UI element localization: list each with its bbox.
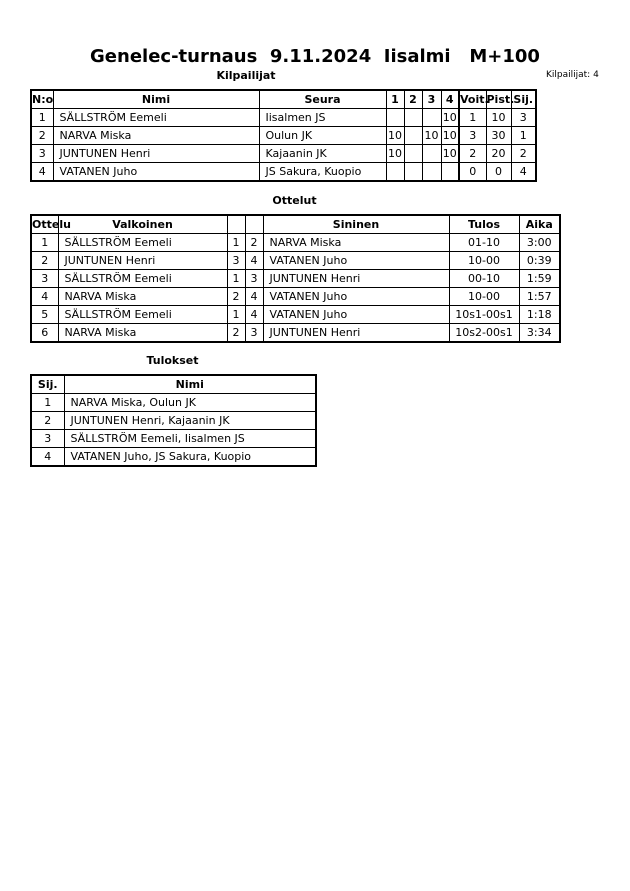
- pool-score: 10: [441, 145, 459, 163]
- match-white: NARVA Miska: [58, 288, 227, 306]
- pool-score: 10: [386, 127, 404, 145]
- match-result: 10-00: [449, 252, 519, 270]
- pool-score: [404, 127, 422, 145]
- pool-name: NARVA Miska: [53, 127, 259, 145]
- match-blue-no: 3: [245, 270, 263, 288]
- match-blue-no: 4: [245, 306, 263, 324]
- matches-header-white: Valkoinen: [58, 215, 227, 234]
- result-place: 2: [31, 412, 64, 430]
- competitors-count: Kilpailijat: 4: [546, 70, 599, 80]
- results-header-name: Nimi: [64, 375, 316, 394]
- match-time: 1:57: [519, 288, 560, 306]
- pool-score: [404, 163, 422, 182]
- matches-heading: Ottelut: [272, 194, 317, 207]
- results-header-place: Sij.: [31, 375, 64, 394]
- pool-score: 10: [441, 127, 459, 145]
- pool-score: [386, 163, 404, 182]
- result-row: [31, 394, 316, 412]
- match-row: [31, 270, 560, 288]
- match-blue-no: 3: [245, 324, 263, 343]
- match-blue: VATANEN Juho: [263, 288, 449, 306]
- pool-header-row: [31, 90, 536, 109]
- pool-score: [404, 145, 422, 163]
- pool-score: 10: [386, 145, 404, 163]
- result-place: 3: [31, 430, 64, 448]
- match-blue: JUNTUNEN Henri: [263, 324, 449, 343]
- pool-score: 10: [441, 109, 459, 127]
- pool-row: [31, 163, 536, 182]
- match-row: [31, 234, 560, 252]
- match-no: 1: [31, 234, 58, 252]
- match-white-no: 2: [227, 324, 245, 343]
- pool-name: JUNTUNEN Henri: [53, 145, 259, 163]
- match-white-no: 3: [227, 252, 245, 270]
- pool-header-wins: Voit.: [459, 90, 486, 109]
- result-name: JUNTUNEN Henri, Kajaanin JK: [64, 412, 316, 430]
- page-title: Genelec-turnaus 9.11.2024 Iisalmi M+100: [90, 46, 540, 67]
- pool-score: [422, 109, 441, 127]
- match-no: 2: [31, 252, 58, 270]
- results-heading: Tulokset: [146, 354, 199, 367]
- match-time: 3:00: [519, 234, 560, 252]
- pool-header-points: Pist.: [486, 90, 511, 109]
- pool-score: [441, 163, 459, 182]
- match-white-no: 1: [227, 306, 245, 324]
- match-row: [31, 252, 560, 270]
- pool-header-place: Sij.: [511, 90, 536, 109]
- pool-header-name: Nimi: [53, 90, 259, 109]
- pool-wins: 0: [459, 163, 486, 182]
- matches-header-white-no: [227, 215, 245, 234]
- match-blue: JUNTUNEN Henri: [263, 270, 449, 288]
- match-white: NARVA Miska: [58, 324, 227, 343]
- result-name: VATANEN Juho, JS Sakura, Kuopio: [64, 448, 316, 467]
- match-white: SÄLLSTRÖM Eemeli: [58, 306, 227, 324]
- match-time: 1:59: [519, 270, 560, 288]
- result-row: [31, 448, 316, 467]
- match-blue-no: 4: [245, 252, 263, 270]
- matches-header-time: Aika: [519, 215, 560, 234]
- pool-header-col1: 1: [386, 90, 404, 109]
- result-row: [31, 430, 316, 448]
- pool-wins: 1: [459, 109, 486, 127]
- match-time: 3:34: [519, 324, 560, 343]
- pool-place: 4: [511, 163, 536, 182]
- pool-place: 1: [511, 127, 536, 145]
- matches-header-blue: Sininen: [263, 215, 449, 234]
- match-result: 10-00: [449, 288, 519, 306]
- match-white-no: 1: [227, 234, 245, 252]
- result-place: 4: [31, 448, 64, 467]
- match-row: [31, 288, 560, 306]
- pool-points: 30: [486, 127, 511, 145]
- pool-score: [386, 109, 404, 127]
- match-blue: VATANEN Juho: [263, 252, 449, 270]
- pool-points: 20: [486, 145, 511, 163]
- pool-no: 4: [31, 163, 53, 182]
- pool-name: VATANEN Juho: [53, 163, 259, 182]
- pool-name: SÄLLSTRÖM Eemeli: [53, 109, 259, 127]
- pool-club: JS Sakura, Kuopio: [259, 163, 386, 182]
- match-white-no: 1: [227, 270, 245, 288]
- pool-place: 2: [511, 145, 536, 163]
- results-table: [30, 374, 317, 467]
- matches-header-row: [31, 215, 560, 234]
- result-row: [31, 412, 316, 430]
- results-header-row: [31, 375, 316, 394]
- match-no: 5: [31, 306, 58, 324]
- match-result: 00-10: [449, 270, 519, 288]
- pool-score: [404, 109, 422, 127]
- pool-header-col4: 4: [441, 90, 459, 109]
- match-no: 4: [31, 288, 58, 306]
- pool-table: [30, 89, 537, 182]
- pool-no: 3: [31, 145, 53, 163]
- match-result: 01-10: [449, 234, 519, 252]
- result-name: NARVA Miska, Oulun JK: [64, 394, 316, 412]
- match-result: 10s2-00s1: [449, 324, 519, 343]
- match-blue-no: 4: [245, 288, 263, 306]
- pool-row: [31, 127, 536, 145]
- match-no: 3: [31, 270, 58, 288]
- competitors-heading: Kilpailijat: [216, 69, 276, 82]
- match-time: 0:39: [519, 252, 560, 270]
- match-row: [31, 306, 560, 324]
- pool-wins: 2: [459, 145, 486, 163]
- pool-header-no: N:o: [31, 90, 53, 109]
- pool-header-col3: 3: [422, 90, 441, 109]
- pool-score: [422, 145, 441, 163]
- pool-score: 10: [422, 127, 441, 145]
- pool-points: 0: [486, 163, 511, 182]
- pool-row: [31, 109, 536, 127]
- result-name: SÄLLSTRÖM Eemeli, Iisalmen JS: [64, 430, 316, 448]
- match-blue: VATANEN Juho: [263, 306, 449, 324]
- matches-header-blue-no: [245, 215, 263, 234]
- pool-club: Oulun JK: [259, 127, 386, 145]
- matches-header-result: Tulos: [449, 215, 519, 234]
- match-blue: NARVA Miska: [263, 234, 449, 252]
- pool-no: 2: [31, 127, 53, 145]
- pool-score: [422, 163, 441, 182]
- matches-table: [30, 214, 561, 343]
- pool-no: 1: [31, 109, 53, 127]
- match-white: JUNTUNEN Henri: [58, 252, 227, 270]
- pool-points: 10: [486, 109, 511, 127]
- pool-row: [31, 145, 536, 163]
- match-no: 6: [31, 324, 58, 343]
- pool-header-col2: 2: [404, 90, 422, 109]
- pool-header-club: Seura: [259, 90, 386, 109]
- match-white: SÄLLSTRÖM Eemeli: [58, 270, 227, 288]
- match-row: [31, 324, 560, 343]
- match-blue-no: 2: [245, 234, 263, 252]
- match-white-no: 2: [227, 288, 245, 306]
- result-place: 1: [31, 394, 64, 412]
- pool-wins: 3: [459, 127, 486, 145]
- match-white: SÄLLSTRÖM Eemeli: [58, 234, 227, 252]
- pool-club: Iisalmen JS: [259, 109, 386, 127]
- pool-club: Kajaanin JK: [259, 145, 386, 163]
- matches-header-match: Ottelu: [31, 215, 58, 234]
- pool-place: 3: [511, 109, 536, 127]
- match-time: 1:18: [519, 306, 560, 324]
- match-result: 10s1-00s1: [449, 306, 519, 324]
